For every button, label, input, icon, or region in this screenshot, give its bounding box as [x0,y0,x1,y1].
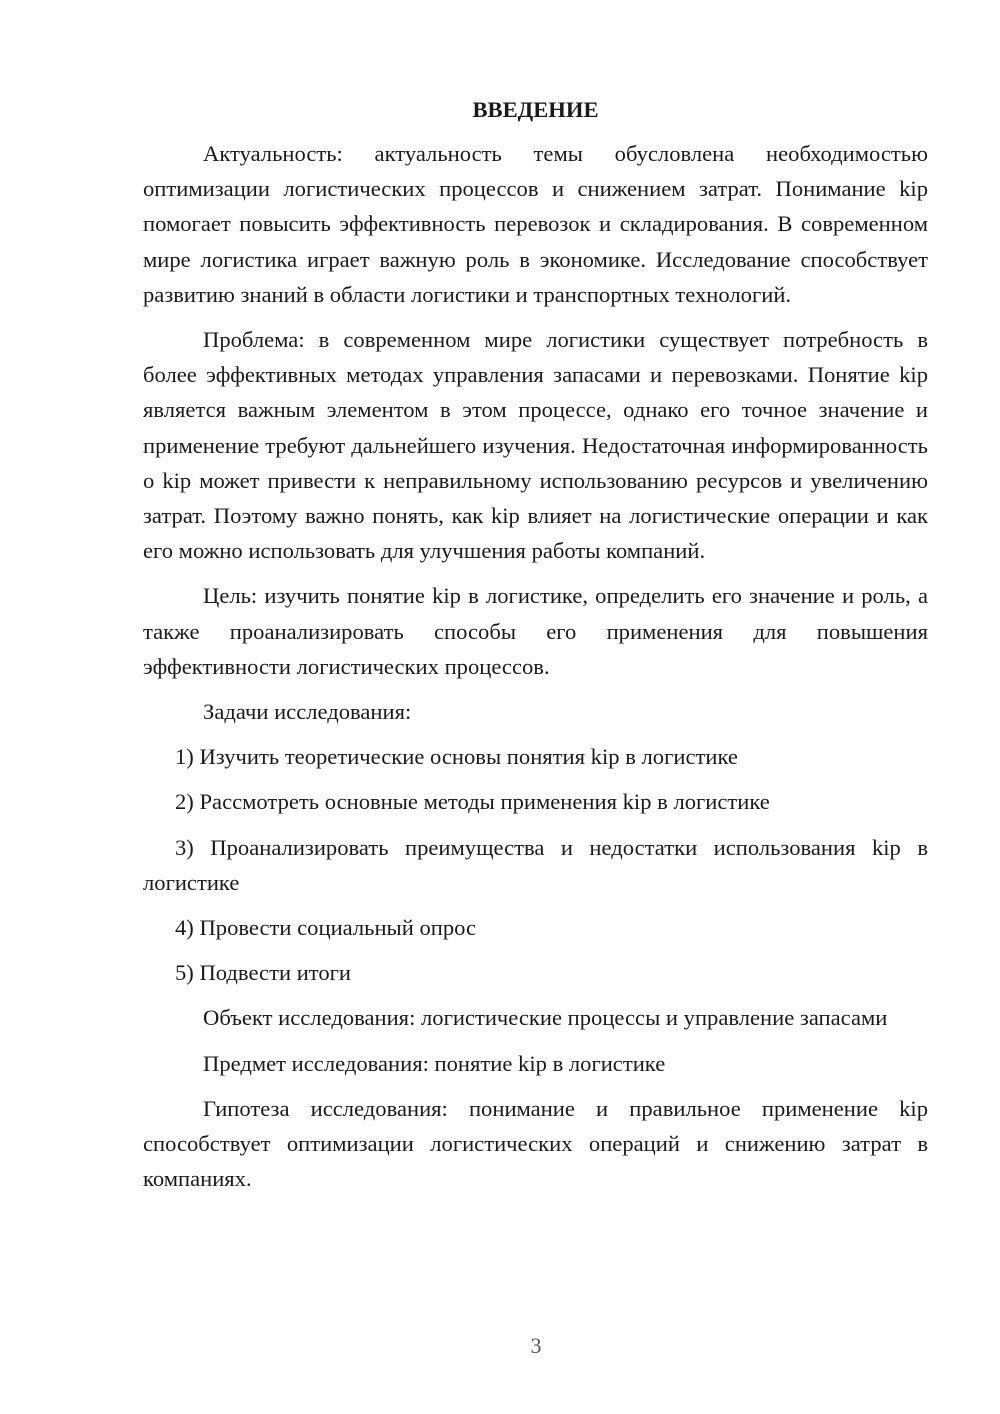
tasks-heading: Задачи исследования: [203,699,412,725]
page-content [143,92,928,1206]
task-item: 2) Рассмотреть основные методы применения kip в логистике [175,789,770,815]
subject-paragraph: Предмет исследования: понятие kip в логистике [203,1050,666,1076]
hypothesis-paragraph: Гипотеза исследования: понимание и правильное применение kip способствует оптимизации логистических операций и снижению затрат в компаниях. [143,1095,928,1192]
problem-paragraph: Проблема: в современном мире логистики существует потребность в более эффективных методах управления запасами и перевозками. Понятие kip является важным элементом в этом процессе, однако его точное значение и применение требуют дальнейшего изучения. Недостаточная информированность о kip может привести к неправильному использованию ресурсов и увеличению затрат. Поэтому важно понять, как kip влияет на логистические операции и как его можно использовать для улучшения работы компаний. [143,327,928,564]
object-paragraph: Объект исследования: логистические процессы и управление запасами [203,1005,888,1031]
task-item: 3) Проанализировать преимущества и недостатки использования kip в логистике [143,834,928,895]
task-item: 4) Провести социальный опрос [175,915,477,941]
task-item: 5) Подвести итоги [175,960,352,986]
section-title: ВВЕДЕНИЕ [472,97,599,122]
task-item: 1) Изучить теоретические основы понятия kip в логистике [175,744,738,770]
goal-paragraph: Цель: изучить понятие kip в логистике, определить его значение и роль, а также проанализировать способы его применения для повышения эффективности логистических процессов. [143,583,928,679]
relevance-paragraph: Актуальность: актуальность темы обусловлена необходимостью оптимизации логистических процессов и снижением затрат. Понимание kip помогает повысить эффективность перевозок и складирования. В современном мире логистика играет важную роль в экономике. Исследование способствует развитию знаний в области логистики и транспортных технологий. [143,141,928,307]
page-number: 3 [530,1333,542,1358]
